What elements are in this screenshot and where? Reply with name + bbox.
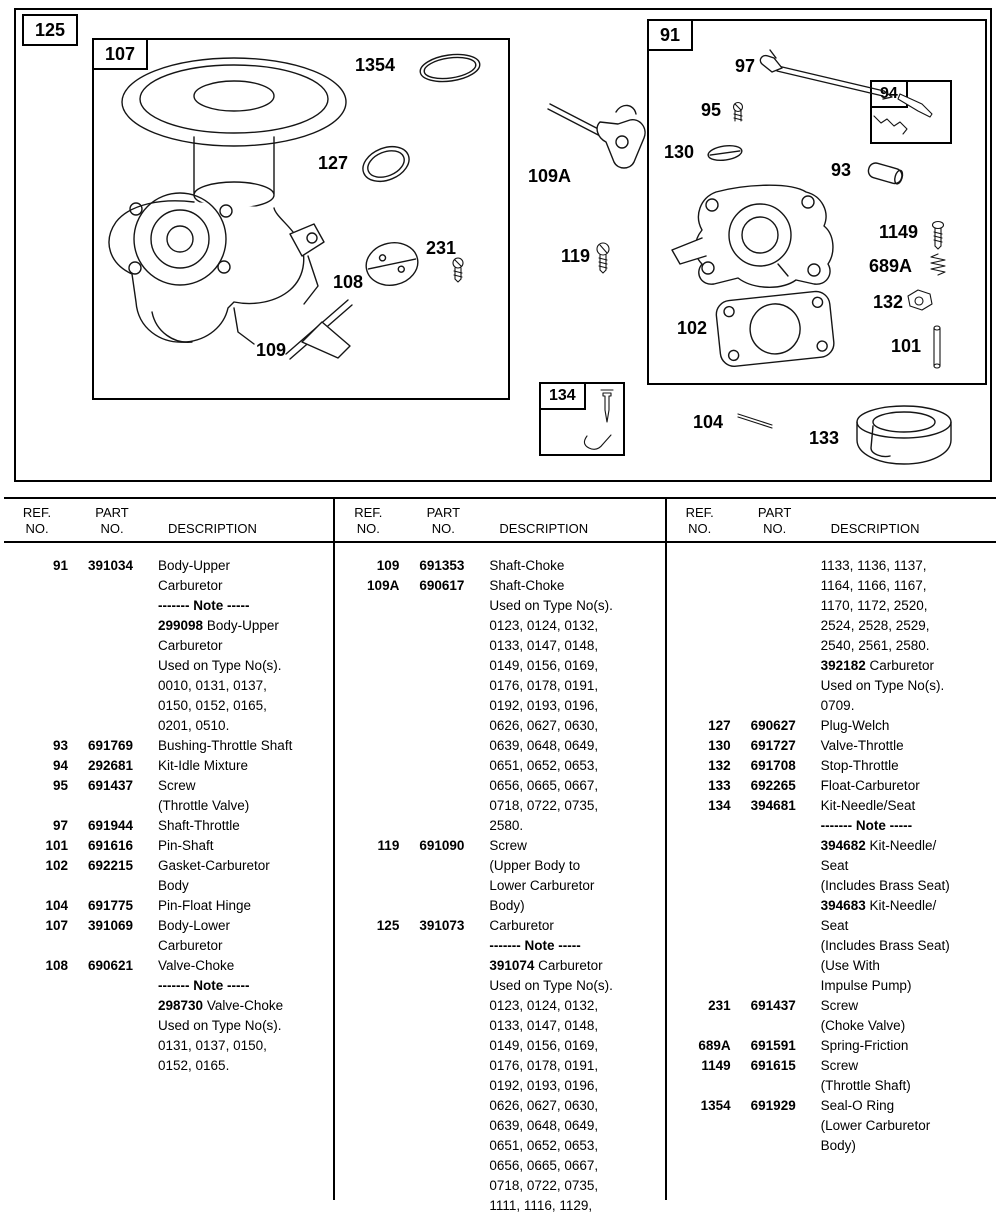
part-no-cell: 691944 — [88, 818, 134, 833]
part-no-cell: 394681 — [750, 798, 796, 813]
description-line: 0656, 0665, 0667, — [489, 778, 599, 793]
table-row — [4, 836, 333, 856]
parts-table-column-2 — [333, 499, 664, 1213]
description-line: Valve-Choke — [158, 958, 235, 973]
description-line: Used on Type No(s). — [489, 598, 613, 613]
ref-no-cell: 104 — [45, 898, 68, 913]
description-line: Screw — [820, 998, 859, 1013]
description-line: Plug-Welch — [820, 718, 890, 733]
description-cell — [807, 756, 996, 776]
description-line: Body — [158, 878, 189, 893]
description-line: 0133, 0147, 0148, — [489, 1018, 599, 1033]
part-no-cell: 692215 — [88, 858, 134, 873]
description-line: Float-Carburetor — [820, 778, 920, 793]
ref-no-cell: 94 — [52, 758, 68, 773]
figure-label-91: 91 — [647, 19, 693, 51]
idle-mixture-kit-94-drawing — [874, 94, 932, 134]
description-cell — [475, 836, 664, 916]
ref-no-cell: 109 — [376, 558, 400, 573]
description-line: (Lower Carburetor — [820, 1118, 931, 1133]
description-line: 0656, 0665, 0667, — [489, 1158, 599, 1173]
description-cell — [144, 896, 333, 916]
part-no-cell: 391073 — [419, 918, 465, 933]
part-no-cell: 692265 — [750, 778, 796, 793]
description-line: 0149, 0156, 0169, — [489, 658, 599, 673]
ref-no-cell: 231 — [708, 998, 731, 1013]
welch-plug-127-drawing — [358, 140, 414, 188]
table-row — [4, 756, 333, 776]
part-no-cell: 690621 — [88, 958, 134, 973]
description-line: ------- Note ----- — [158, 978, 250, 993]
description-line: 2540, 2561, 2580. — [820, 638, 930, 653]
callout-104: 104 — [693, 412, 724, 432]
table-header — [667, 499, 996, 543]
callout-109a: 109A — [528, 166, 572, 186]
cylinder-93-drawing — [867, 161, 904, 185]
table-row — [4, 956, 333, 1076]
figure-label-94: 94 — [870, 80, 908, 108]
ref-no-cell: 134 — [708, 798, 731, 813]
figure-label-134: 134 — [539, 382, 586, 410]
needle-seat-kit-134-drawing — [584, 390, 613, 449]
description-line: Body) — [820, 1138, 856, 1153]
description-line: 0626, 0627, 0630, — [489, 1098, 599, 1113]
float-carburetor-133-drawing — [857, 406, 951, 464]
description-line: Carburetor — [158, 638, 223, 653]
description-line: 0152, 0165. — [158, 1058, 230, 1073]
ref-no-cell: 109A — [367, 578, 400, 593]
callout-95: 95 — [701, 100, 722, 120]
description-cell — [475, 916, 664, 1216]
part-no-cell: 691727 — [750, 738, 796, 753]
callout-132: 132 — [873, 292, 904, 312]
description-line: Carburetor — [158, 578, 223, 593]
shaft-pin-101-drawing — [934, 326, 940, 368]
table-row — [335, 576, 664, 836]
part-no-cell: 292681 — [88, 758, 134, 773]
table-row — [4, 736, 333, 756]
description-line: ------- Note ----- — [489, 938, 581, 953]
throttle-stop-132-drawing — [908, 290, 932, 310]
description-line: Screw — [489, 838, 527, 853]
table-row — [667, 776, 996, 796]
description-line: (Choke Valve) — [820, 1018, 906, 1033]
description-line: Bushing-Throttle Shaft — [158, 738, 293, 753]
table-row — [4, 916, 333, 956]
part-no-cell: 391069 — [88, 918, 134, 933]
choke-valve-108-drawing — [362, 238, 422, 290]
callout-689a: 689A — [869, 256, 913, 276]
table-row — [335, 836, 664, 916]
description-line: 0709. — [820, 698, 855, 713]
exploded-view-panel — [14, 8, 992, 482]
table-row — [667, 556, 996, 716]
description-cell — [144, 856, 333, 896]
table-row — [667, 1056, 996, 1096]
description-cell — [807, 1096, 996, 1156]
part-no-cell: 391034 — [88, 558, 134, 573]
description-line: (Upper Body to — [489, 858, 581, 873]
float-hinge-pin-104-drawing — [738, 414, 772, 428]
callout-231: 231 — [426, 238, 457, 258]
table-row — [667, 756, 996, 776]
description-line: 391074 Carburetor — [489, 958, 603, 973]
description-line: ------- Note ----- — [158, 598, 250, 613]
table-header — [4, 499, 333, 543]
ref-no-cell: 1354 — [700, 1098, 731, 1113]
o-ring-1354-drawing — [418, 51, 481, 85]
description-line: 1170, 1172, 2520, — [820, 598, 928, 613]
description-line: Used on Type No(s). — [820, 678, 945, 693]
screw-1149-drawing — [933, 222, 944, 250]
table-row — [335, 556, 664, 576]
description-line: (Includes Brass Seat) — [820, 878, 950, 893]
ref-no-cell: 102 — [45, 858, 68, 873]
description-cell — [475, 556, 664, 576]
parts-rows — [4, 543, 333, 1076]
callout-133: 133 — [809, 428, 840, 448]
table-row — [667, 736, 996, 756]
description-line: 0639, 0648, 0649, — [489, 738, 599, 753]
table-row — [4, 556, 333, 736]
part-no-cell: 691929 — [750, 1098, 796, 1113]
description-line: 0176, 0178, 0191, — [489, 1058, 599, 1073]
screw-95-drawing — [734, 103, 743, 122]
figure-label-107: 107 — [92, 38, 148, 70]
description-cell — [807, 776, 996, 796]
screw-231-drawing — [453, 258, 463, 282]
part-no-cell: 691090 — [419, 838, 465, 853]
description-line: Kit-Idle Mixture — [158, 758, 249, 773]
parts-rows — [335, 543, 664, 1216]
description-line: 394683 Kit-Needle/ — [820, 898, 937, 913]
description-line: Carburetor — [158, 938, 223, 953]
description-line: Shaft-Choke — [489, 558, 565, 573]
part-no-cell: 691591 — [750, 1038, 796, 1053]
description-line: 0192, 0193, 0196, — [489, 1078, 599, 1093]
description-cell — [144, 756, 333, 776]
description-cell — [807, 556, 996, 716]
description-line: Impulse Pump) — [820, 978, 912, 993]
table-row — [4, 816, 333, 836]
description-cell — [807, 996, 996, 1036]
table-row — [667, 1036, 996, 1056]
ref-no-cell: 125 — [376, 918, 400, 933]
parts-table-column-1 — [4, 499, 333, 1200]
description-line: Carburetor — [489, 918, 554, 933]
description-line: Shaft-Throttle — [158, 818, 240, 833]
part-no-cell: 691437 — [88, 778, 134, 793]
description-line: 1133, 1136, 1137, — [820, 558, 927, 573]
description-header: DESCRIPTION — [830, 521, 920, 536]
table-row — [4, 896, 333, 916]
callout-130: 130 — [664, 142, 695, 162]
description-header: DESCRIPTION — [168, 521, 257, 536]
part-no-header: PART NO. — [426, 505, 461, 536]
part-no-cell: 691615 — [750, 1058, 796, 1073]
upper-carburetor-body-drawing — [672, 185, 833, 287]
table-header — [335, 499, 664, 543]
ref-no-header: REF. NO. — [22, 505, 52, 536]
ref-no-cell: 1149 — [701, 1058, 731, 1073]
description-line: 0133, 0147, 0148, — [489, 638, 599, 653]
ref-no-cell: 130 — [708, 738, 731, 753]
ref-no-cell: 101 — [45, 838, 68, 853]
description-line: 1111, 1116, 1129, — [489, 1198, 593, 1213]
part-no-cell: 691353 — [419, 558, 465, 573]
description-line: Stop-Throttle — [820, 758, 899, 773]
part-no-cell: 690627 — [750, 718, 796, 733]
description-line: Screw — [158, 778, 196, 793]
callout-109: 109 — [256, 340, 287, 360]
description-cell — [807, 796, 996, 996]
description-line: 2524, 2528, 2529, — [820, 618, 930, 633]
description-line: Screw — [820, 1058, 859, 1073]
description-line: 0192, 0193, 0196, — [489, 698, 599, 713]
callout-1354: 1354 — [355, 55, 396, 75]
description-line: Kit-Needle/Seat — [820, 798, 916, 813]
exploded-view-drawing — [16, 10, 990, 480]
description-line: 0123, 0124, 0132, — [489, 998, 599, 1013]
ref-no-cell: 93 — [52, 738, 68, 753]
table-row — [667, 796, 996, 996]
ref-no-header: REF. NO. — [354, 505, 383, 536]
ref-no-cell: 91 — [52, 558, 68, 573]
ref-no-cell: 108 — [45, 958, 68, 973]
ref-no-header: REF. NO. — [685, 505, 714, 536]
callout-97: 97 — [735, 56, 756, 76]
description-line: Spring-Friction — [820, 1038, 909, 1053]
description-line: (Use With — [820, 958, 880, 973]
description-line: 299098 Body-Upper — [158, 618, 279, 633]
description-line: Lower Carburetor — [489, 878, 595, 893]
friction-spring-689a-drawing — [931, 254, 945, 275]
part-no-cell: 691437 — [750, 998, 796, 1013]
description-cell — [475, 576, 664, 836]
ref-no-cell: 132 — [708, 758, 731, 773]
description-line: ------- Note ----- — [820, 818, 913, 833]
table-row — [335, 916, 664, 1216]
description-cell — [144, 916, 333, 956]
description-cell — [807, 736, 996, 756]
description-line: Pin-Float Hinge — [158, 898, 252, 913]
description-line: (Includes Brass Seat) — [820, 938, 950, 953]
ref-no-cell: 97 — [52, 818, 68, 833]
description-cell — [144, 816, 333, 836]
description-header: DESCRIPTION — [499, 521, 589, 536]
description-line: 0651, 0652, 0653, — [489, 1138, 599, 1153]
part-no-cell: 691708 — [750, 758, 796, 773]
parts-table — [4, 497, 996, 1213]
description-line: 0201, 0510. — [158, 718, 230, 733]
description-line: Shaft-Choke — [489, 578, 565, 593]
description-line: Valve-Throttle — [820, 738, 904, 753]
description-line: 0651, 0652, 0653, — [489, 758, 599, 773]
description-line: 0010, 0131, 0137, — [158, 678, 267, 693]
description-line: 394682 Kit-Needle/ — [820, 838, 937, 853]
description-line: (Throttle Shaft) — [820, 1078, 911, 1093]
callout-93: 93 — [831, 160, 852, 180]
description-line: Body-Upper — [158, 558, 231, 573]
ref-no-cell: 119 — [377, 838, 400, 853]
description-line: 0639, 0648, 0649, — [489, 1118, 599, 1133]
part-no-header: PART NO. — [95, 505, 129, 536]
description-cell — [807, 1036, 996, 1056]
description-line: Seal-O Ring — [820, 1098, 895, 1113]
ref-no-cell: 95 — [52, 778, 68, 793]
description-line: Used on Type No(s). — [158, 658, 282, 673]
description-line: Seat — [820, 918, 849, 933]
figure-label-125: 125 — [22, 14, 78, 46]
ref-no-cell: 107 — [45, 918, 68, 933]
description-line: Seat — [820, 858, 849, 873]
description-line: 0131, 0137, 0150, — [158, 1038, 267, 1053]
description-line: 0123, 0124, 0132, — [489, 618, 599, 633]
ref-no-cell: 689A — [698, 1038, 731, 1053]
description-cell — [807, 716, 996, 736]
table-row — [667, 716, 996, 736]
part-no-cell: 691775 — [88, 898, 134, 913]
description-cell — [144, 776, 333, 816]
callout-119: 119 — [561, 246, 591, 266]
throttle-shaft-97-drawing — [760, 50, 892, 99]
carburetor-body-gasket-102-drawing — [715, 290, 835, 368]
throttle-valve-130-drawing — [707, 144, 743, 163]
description-cell — [144, 736, 333, 756]
parts-rows — [667, 543, 996, 1156]
part-no-header: PART NO. — [757, 505, 792, 536]
ref-no-cell: 127 — [708, 718, 731, 733]
description-line: 0626, 0627, 0630, — [489, 718, 599, 733]
screw-119-drawing — [597, 243, 609, 273]
description-line: 298730 Valve-Choke — [158, 998, 284, 1013]
description-line: Gasket-Carburetor — [158, 858, 270, 873]
description-line: Pin-Shaft — [158, 838, 214, 853]
callout-101: 101 — [891, 336, 922, 356]
description-line: 2580. — [489, 818, 524, 833]
callout-102: 102 — [677, 318, 708, 338]
description-cell — [144, 836, 333, 856]
choke-shaft-109-drawing — [286, 300, 352, 359]
description-line: 392182 Carburetor — [820, 658, 934, 673]
description-line: 0718, 0722, 0735, — [489, 1178, 599, 1193]
description-cell — [144, 956, 333, 1076]
description-line: 0176, 0178, 0191, — [489, 678, 599, 693]
description-line: 1164, 1166, 1167, — [820, 578, 927, 593]
choke-shaft-109a-drawing — [548, 104, 645, 168]
description-line: 0718, 0722, 0735, — [489, 798, 599, 813]
description-line: 0149, 0156, 0169, — [489, 1038, 599, 1053]
description-line: Body-Lower — [158, 918, 231, 933]
description-cell — [144, 556, 333, 736]
description-line: 0150, 0152, 0165, — [158, 698, 267, 713]
ref-no-cell: 133 — [708, 778, 731, 793]
callout-108: 108 — [333, 272, 364, 292]
table-row — [4, 776, 333, 816]
description-cell — [807, 1056, 996, 1096]
part-no-cell: 690617 — [419, 578, 465, 593]
table-row — [667, 1096, 996, 1156]
parts-table-column-3 — [665, 499, 996, 1200]
callout-127: 127 — [318, 153, 349, 173]
description-line: Used on Type No(s). — [489, 978, 613, 993]
part-no-cell: 691616 — [88, 838, 134, 853]
table-row — [667, 996, 996, 1036]
description-line: Body) — [489, 898, 525, 913]
description-line: Used on Type No(s). — [158, 1018, 282, 1033]
callout-1149: 1149 — [879, 222, 919, 242]
description-line: (Throttle Valve) — [158, 798, 250, 813]
table-row — [4, 856, 333, 896]
part-no-cell: 691769 — [88, 738, 134, 753]
